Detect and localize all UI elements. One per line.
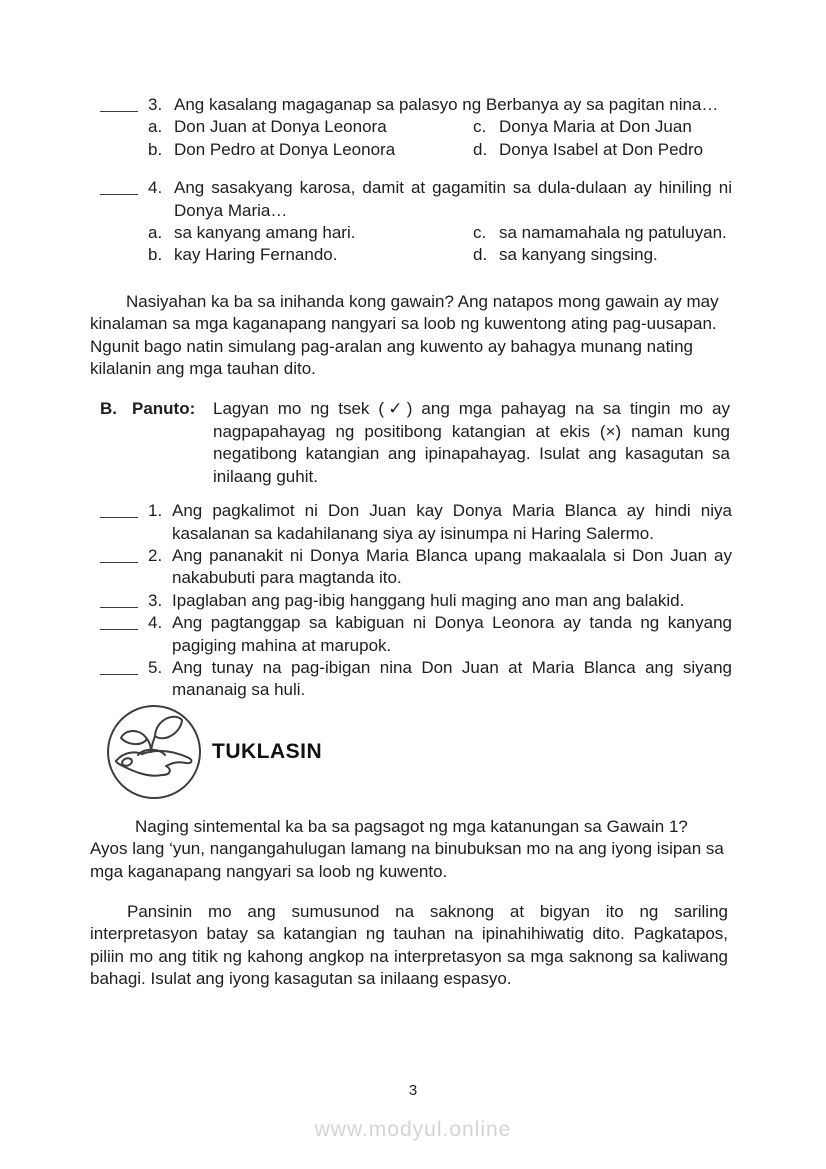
statement-number: 1. [148,501,163,521]
option-letter: a. [148,117,163,137]
statement-number: 2. [148,545,163,565]
question-row-3 [100,94,732,116]
question-row-4 [100,177,732,222]
option-d [473,244,730,266]
option-text: Donya Isabel at Don Pedro [499,139,704,159]
option-c [473,116,730,138]
statement-text: Ipaglaban ang pag-ibig hanggang huli maging ano man ang balakid. [172,590,685,610]
statement-list [0,500,826,702]
statement-text: Ang pananakit ni Donya Maria Blanca upang makaalala si Don Juan ay nakabubuti para magtanda ito. [172,545,732,588]
answer-blank [100,657,138,675]
answer-blank [100,177,138,195]
question-3-options [148,116,730,161]
statement-row [100,500,732,545]
option-a [148,222,473,244]
tuklasin-paragraph-2: Pansinin mo ang sumusunod na saknong at bigyan ito ng sariling interpretasyon batay sa katangian ng tauhan na ipinahihiwatig dito. Pagkatapos, piliin mo ang titik ng kahong angkop na interpretasyon sa mga saknong sa kaliwang bahagi. Isulat ang iyong kasagutan sa inilaang espasyo. [90,901,728,989]
option-letter: d. [473,245,488,265]
option-letter: d. [473,139,488,159]
statement-row [100,612,732,657]
tuklasin-paragraph-1: Naging sintemental ka ba sa pagsagot ng mga katanungan sa Gawain 1? Ayos lang ‘yun, nangangahulugan lamang na binubuksan mo na ang iyong isipan sa mga kaganapang nangyari sa loob ng kuwento. [90,816,724,881]
option-letter: c. [473,223,487,243]
watermark: www.modyul.online [314,1118,512,1141]
statement-number: 5. [148,657,163,677]
section-b-panuto [100,398,730,488]
option-letter: a. [148,223,163,243]
option-text: Don Juan at Donya Leonora [174,117,387,137]
option-letter: b. [148,245,163,265]
question-4-options [148,222,730,267]
option-text: sa namamahala ng patuluyan. [499,223,727,243]
option-d [473,139,730,161]
question-number: 3. [148,95,163,114]
question-number: 4. [148,178,163,198]
answer-blank [100,612,138,630]
page-number: 3 [408,1082,418,1099]
statement-number: 3. [148,590,163,610]
intro-paragraph: Nasiyahan ka ba sa inihanda kong gawain? Ang natapos mong gawain ay may kinalaman sa mga kaganapang nangyari sa loob ng kuwentong ating pag-uusapan. Ngunit bago natin simulang pag-aralan ang kuwento ay bahagya munang nating kilalanin ang mga tauhan dito. [90,291,719,379]
option-c [473,222,730,244]
option-text: kay Haring Fernando. [174,245,338,265]
statement-text: Ang tunay na pag-ibigan nina Don Juan at Maria Blanca ang siyang mananaig sa huli. [172,657,732,700]
statement-row [100,545,732,590]
option-a [148,116,473,138]
hand-seedling-icon [104,702,204,802]
statement-row [100,590,732,612]
panuto-instructions: Lagyan mo ng tsek (✓) ang mga pahayag na sa tingin mo ay nagpapahayag ng positibong katangian at ekis (×) naman kung negatibong katangian ang ipinapahayag. Isulat ang kasagutan sa inilaang guhit. [213,399,730,486]
answer-blank [100,500,138,518]
question-text: Ang kasalang magaganap sa palasyo ng Berbanya ay sa pagitan nina… [174,95,719,114]
section-label: B. [100,399,117,419]
option-text: sa kanyang singsing. [499,245,658,265]
option-text: Don Pedro at Donya Leonora [174,139,396,159]
statement-text: Ang pagkalimot ni Don Juan kay Donya Maria Blanca ay hindi niya kasalanan sa kadahilanang siya ay isinumpa ni Haring Salermo. [172,501,732,543]
panuto-label: Panuto: [132,399,196,419]
tuklasin-section-header [104,702,826,802]
statement-row [100,657,732,702]
option-letter: c. [473,117,487,137]
answer-blank [100,545,138,563]
option-b [148,244,473,266]
option-text: sa kanyang amang hari. [174,223,356,243]
question-text: Ang sasakyang karosa, damit at gagamitin sa dula-dulaan ay hiniling ni Donya Maria… [174,178,732,220]
answer-blank [100,590,138,608]
statement-text: Ang pagtanggap sa kabiguan ni Donya Leonora ay tanda ng kanyang pagiging mahina at marupok. [172,613,732,655]
option-text: Donya Maria at Don Juan [499,117,692,137]
answer-blank [100,94,138,112]
statement-number: 4. [148,613,163,633]
option-letter: b. [148,139,163,159]
tuklasin-heading: TUKLASIN [212,739,323,763]
option-b [148,139,473,161]
